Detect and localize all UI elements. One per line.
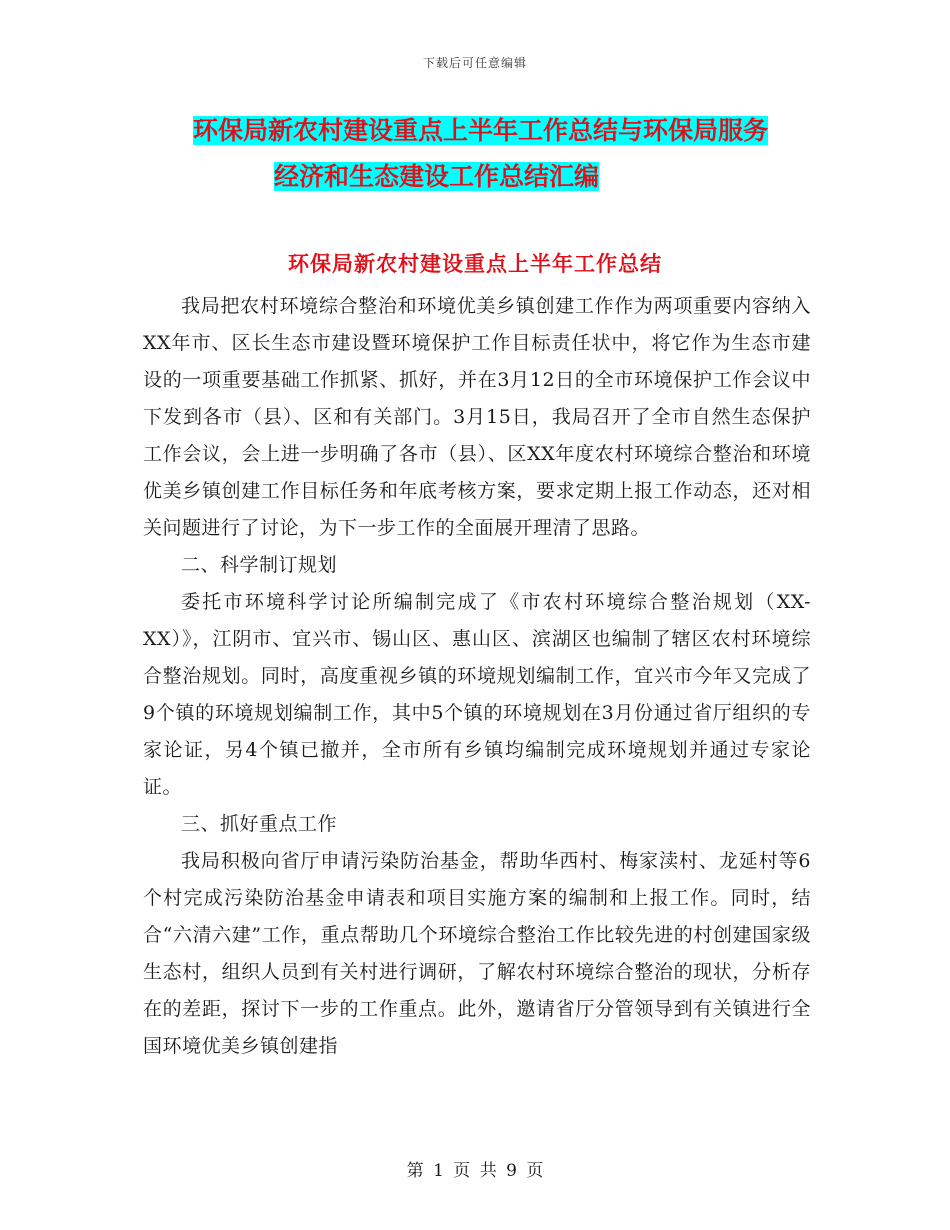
document-title	[185, 108, 825, 200]
header-note: 下载后可任意编辑	[422, 56, 527, 70]
page-number: 第 1 页 共 9 页	[406, 1161, 544, 1181]
subheading-planning: 二、科学制订规划	[181, 554, 338, 576]
section-title: 环保局新农村建设重点上半年工作总结	[288, 252, 662, 276]
paragraph-intro: 我局把农村环境综合整治和环境优美乡镇创建工作作为两项重要内容纳入XX年市、区长生态市建设暨环境保护工作目标责任状中，将它作为生态市建设的一项重要基础工作抓紧、抓好，并在3月12日的全市环境保护工作会议中下发到各市（县）、区和有关部门。3月15日，我局召开了全市自然生态保护工作会议，会上进一步明确了各市（县）、区XX年度农村环境综合整治和环境优美乡镇创建工作目标任务和年底考核方案，要求定期上报工作动态，还对相关问题进行了讨论，为下一步工作的全面展开理清了思路。	[143, 295, 811, 539]
document-body	[143, 288, 811, 1065]
paragraph-key-work: 我局积极向省厅申请污染防治基金，帮助华西村、梅家渎村、龙延村等6个村完成污染防治基金申请表和项目实施方案的编制和上报工作。同时，结合“六清六建”工作，重点帮助几个环境综合整治工作比较先进的村创建国家级生态村，组织人员到有关村进行调研，了解农村环境综合整治的现状，分析存在的差距，探讨下一步的工作重点。此外，邀请省厅分管领导到有关镇进行全国环境优美乡镇创建指	[143, 850, 811, 1057]
paragraph-planning: 委托市环境科学讨论所编制完成了《市农村环境综合整治规划（XX-XX）》，江阴市、宜兴市、锡山区、惠山区、滨湖区也编制了辖区农村环境综合整治规划。同时，高度重视乡镇的环境规划编制工作，宜兴市今年又完成了9个镇的环境规划编制工作，其中5个镇的环境规划在3月份通过省厅组织的专家论证，另4个镇已撤并，全市所有乡镇均编制完成环境规划并通过专家论证。	[143, 591, 811, 798]
subheading-key-work: 三、抓好重点工作	[181, 813, 338, 835]
document-title-line-1: 环保局新农村建设重点上半年工作总结与环保局服务	[193, 116, 769, 145]
document-title-line-2: 经济和生态建设工作总结汇编	[274, 162, 600, 191]
